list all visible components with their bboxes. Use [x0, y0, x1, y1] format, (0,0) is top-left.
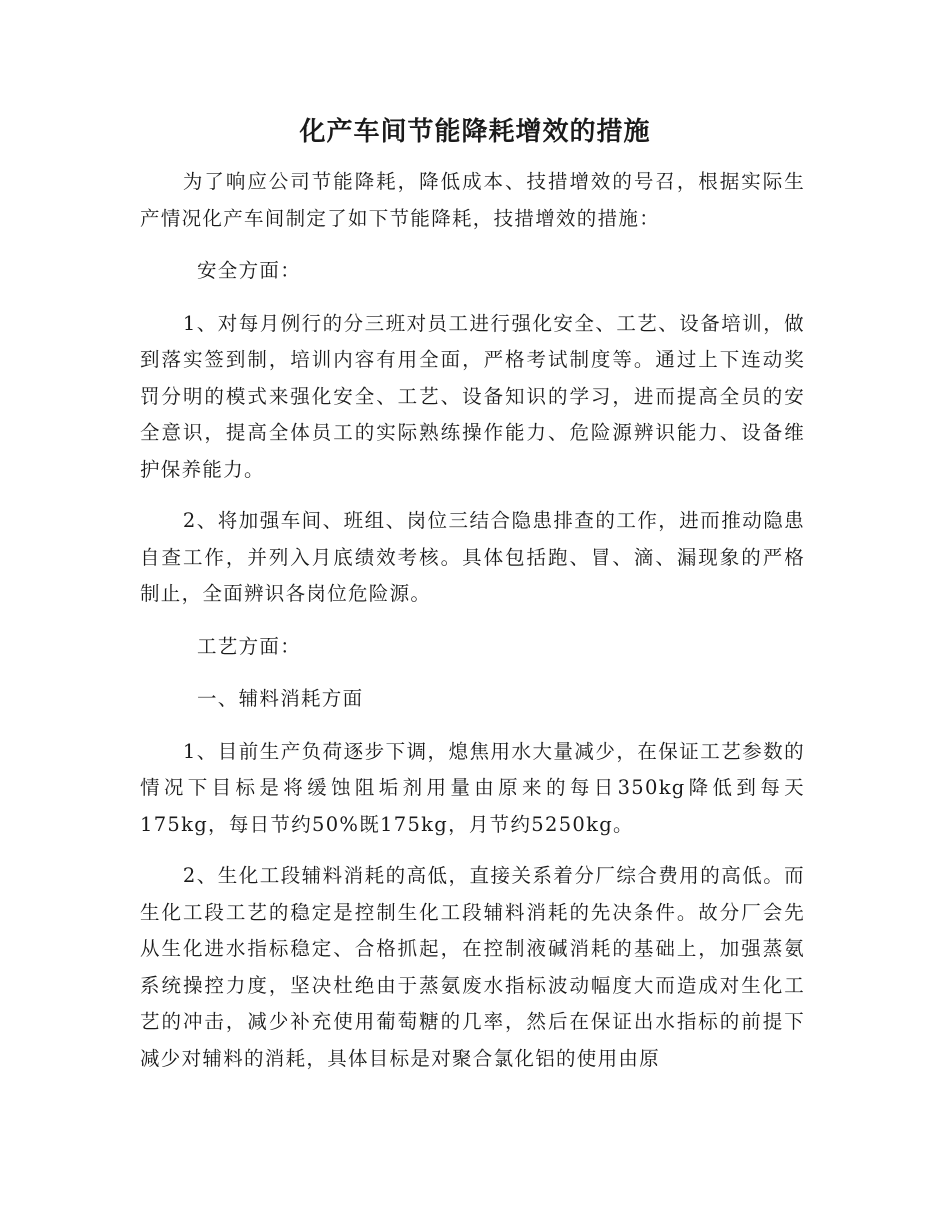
safety-item-1: 1、对每月例行的分三班对员工进行强化安全、工艺、设备培训，做到落实签到制，培训内容有用全面，严格考试制度等。通过上下连动奖罚分明的模式来强化安全、工艺、设备知识的学习，进而提高全员的安全意识，提高全体员工的实际熟练操作能力、危险源辨识能力、设备维护保养能力。	[140, 311, 805, 481]
process-heading: 工艺方面：	[197, 634, 302, 658]
process-item-2: 2、生化工段辅料消耗的高低，直接关系着分厂综合费用的高低。而生化工段工艺的稳定是控制生化工段辅料消耗的先决条件。故分厂会先从生化进水指标稳定、合格抓起，在控制液碱消耗的基础上，加强蒸氨系统操控力度，坚决杜绝由于蒸氨废水指标波动幅度大而造成对生化工艺的冲击，减少补充使用葡萄糖的几率，然后在保证出水指标的前提下减少对辅料的消耗，具体目标是对聚合氯化铝的使用由原	[140, 864, 805, 1070]
safety-heading: 安全方面：	[197, 259, 302, 282]
document-body	[140, 164, 805, 1077]
intro-paragraph: 为了响应公司节能降耗，降低成本、技措增效的号召，根据实际生产情况化产车间制定了如下节能降耗，技措增效的措施：	[140, 170, 805, 230]
safety-item-2: 2、将加强车间、班组、岗位三结合隐患排查的工作，进而推动隐患自查工作，并列入月底绩效考核。具体包括跑、冒、滴、漏现象的严格制止，全面辨识各岗位危险源。	[140, 509, 805, 605]
document-title: 化产车间节能降耗增效的措施	[299, 117, 651, 147]
process-item-1: 1、目前生产负荷逐步下调，熄焦用水大量减少，在保证工艺参数的情况下目标是将缓蚀阻垢剂用量由原来的每日350kg降低到每天175kg，每日节约50%既175kg，月节约5250kg。	[140, 739, 805, 836]
process-subheading: 一、辅料消耗方面	[197, 687, 364, 710]
